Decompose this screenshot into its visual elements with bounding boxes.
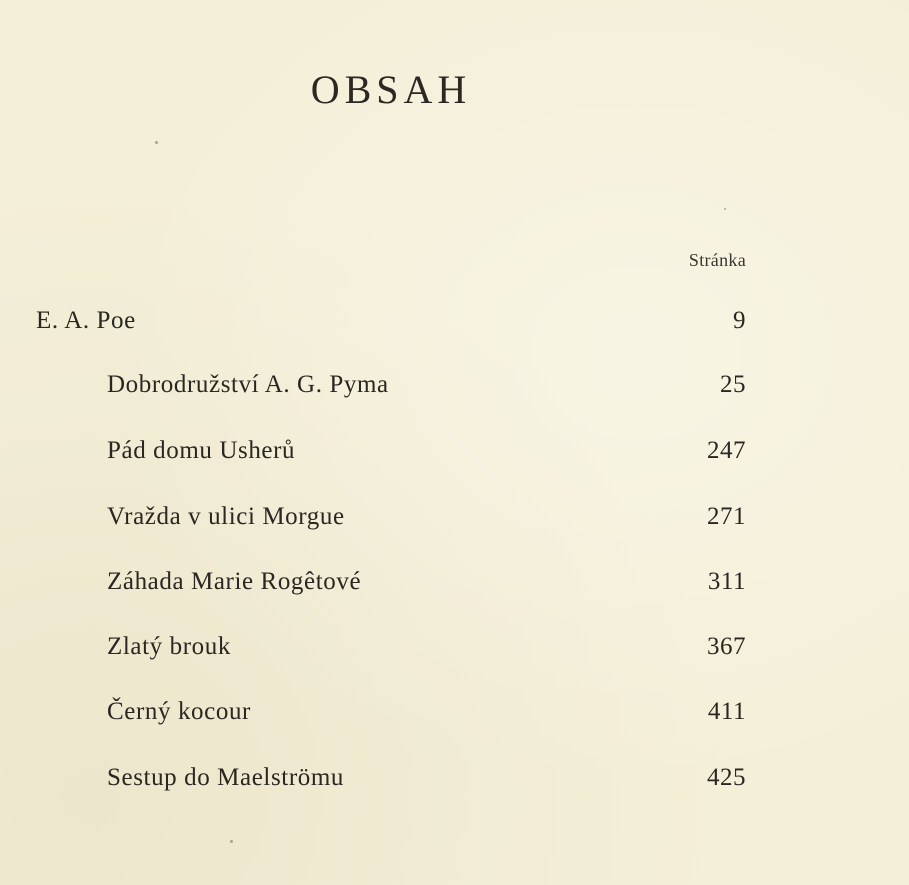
toc-author-page: 9 [733,307,746,334]
toc-row [0,698,909,732]
toc-author-row [0,307,909,341]
toc-item-label: Černý kocour [107,698,251,725]
toc-item-page: 411 [707,698,746,725]
paper-fleck [230,840,233,843]
toc-author-label: E. A. Poe [36,307,136,334]
toc-row [0,633,909,667]
toc-item-page: 425 [707,764,746,791]
toc-item-label: Záhada Marie Rogêtové [107,568,362,595]
toc-item-page: 271 [707,503,746,530]
toc-item-label: Sestup do Maelströmu [107,764,344,791]
page-column-label: Stránka [688,250,746,270]
toc-row [0,568,909,602]
toc-item-label: Dobrodružství A. G. Pyma [107,371,389,398]
toc-row [0,503,909,537]
toc-item-label: Zlatý brouk [107,633,231,660]
toc-item-page: 311 [707,568,746,595]
toc-item-label: Pád domu Usherů [107,437,296,464]
toc-item-label: Vražda v ulici Morgue [107,503,345,530]
toc-row [0,437,909,471]
paper-fleck [155,141,158,144]
contents-heading: OBSAH [310,67,472,112]
paper-fleck [724,208,726,210]
toc-row [0,764,909,798]
toc-item-page: 25 [720,371,746,398]
toc-row [0,371,909,405]
toc-item-page: 367 [707,633,746,660]
toc-item-page: 247 [707,437,746,464]
